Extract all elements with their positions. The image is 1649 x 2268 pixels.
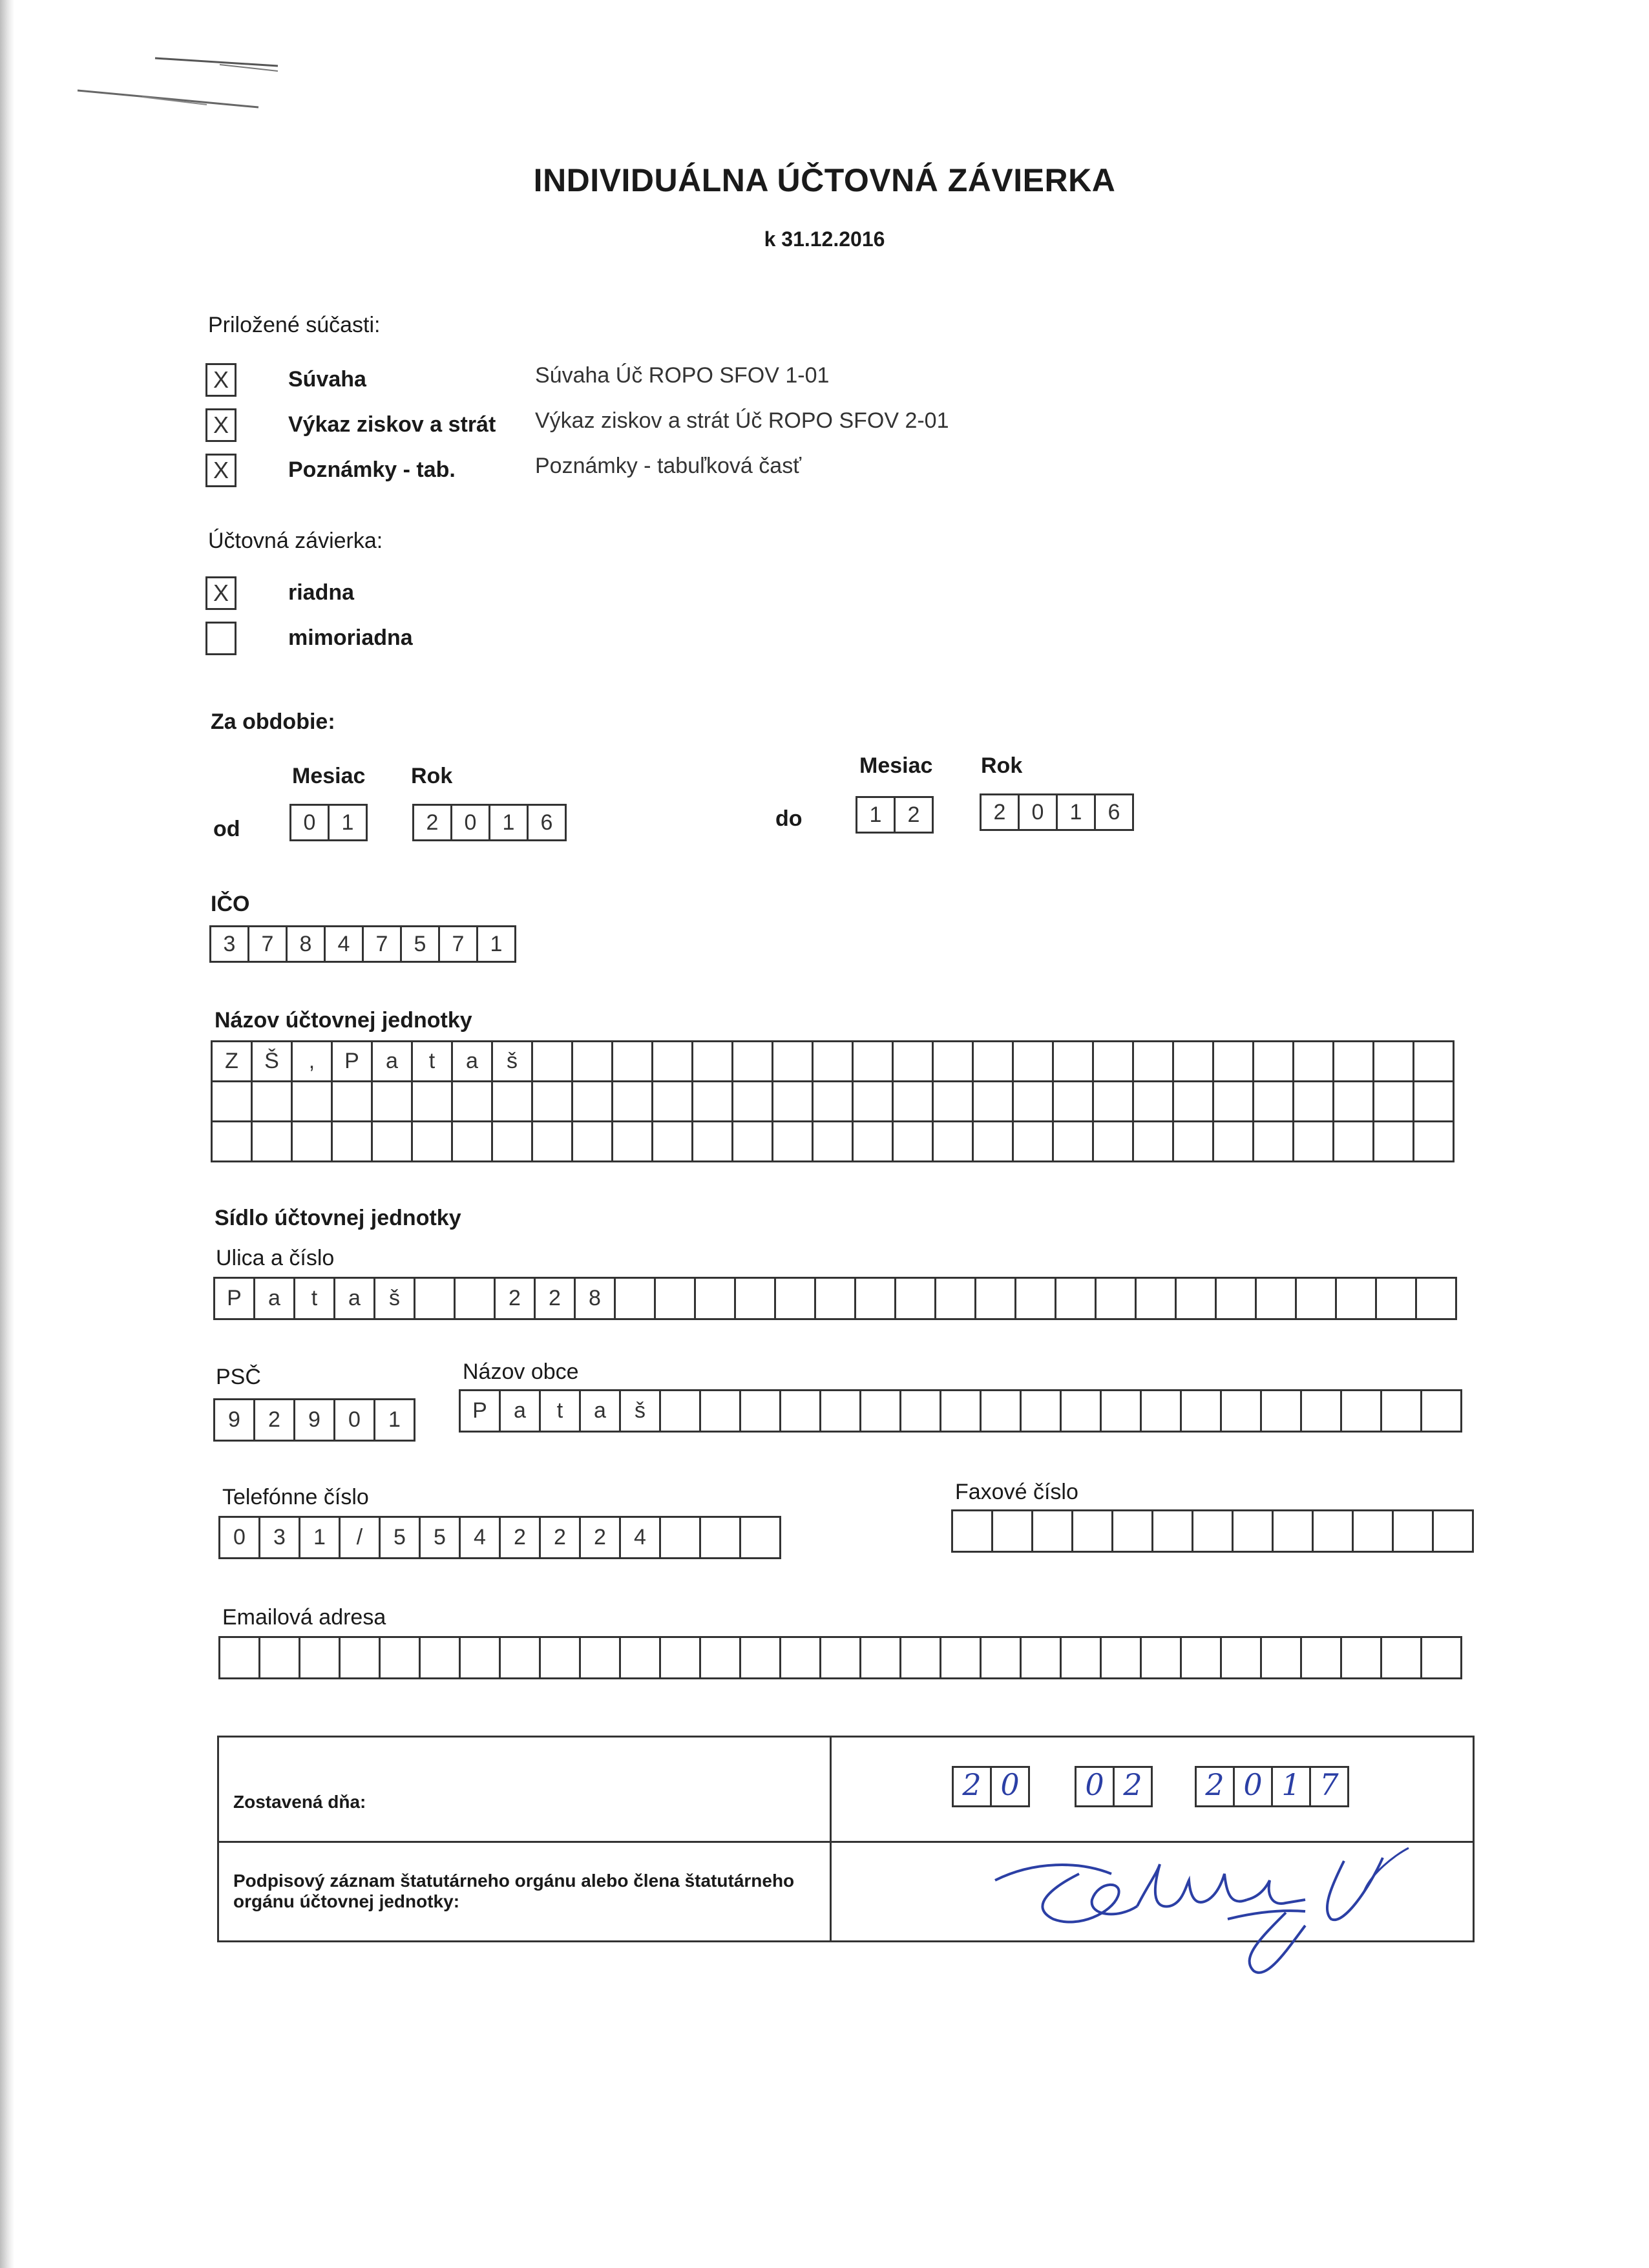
entity-name-cell[interactable]: [653, 1042, 693, 1082]
entity-name-cell[interactable]: [814, 1042, 854, 1082]
scan-edge: [0, 0, 14, 2268]
city-cell[interactable]: [821, 1391, 861, 1433]
entity-name-cell[interactable]: [1094, 1042, 1134, 1082]
ico-digit[interactable]: 8: [286, 925, 326, 963]
fax-cell[interactable]: [1033, 1511, 1073, 1553]
phone-cell[interactable]: /: [341, 1518, 381, 1559]
entity-name-cell[interactable]: [1374, 1042, 1414, 1082]
street-grid: [213, 1277, 1457, 1320]
checkbox-riadna[interactable]: X: [205, 576, 236, 610]
phone-cell[interactable]: 3: [260, 1518, 300, 1559]
phone-grid: [218, 1516, 781, 1559]
fax-cell[interactable]: [993, 1511, 1033, 1553]
from-month-cell[interactable]: 0: [289, 804, 330, 841]
period-heading: Za obdobie:: [211, 709, 335, 734]
fax-cell[interactable]: [1234, 1511, 1274, 1553]
entity-name-cell[interactable]: [533, 1042, 573, 1082]
entity-name-cell[interactable]: [974, 1122, 1014, 1162]
from-year-label: Rok: [411, 764, 453, 788]
entity-name-cell[interactable]: [1094, 1082, 1134, 1122]
from-year-cell[interactable]: 0: [450, 804, 490, 841]
psc-cell[interactable]: 2: [255, 1400, 295, 1442]
psc-cell[interactable]: 9: [295, 1400, 335, 1442]
fax-cell[interactable]: [1394, 1511, 1434, 1553]
entity-name-cell[interactable]: [773, 1122, 814, 1162]
email-grid: [218, 1636, 1462, 1679]
reporting-date: k 31.12.2016: [764, 227, 885, 251]
phone-cell[interactable]: 2: [541, 1518, 581, 1559]
phone-cell[interactable]: 1: [300, 1518, 341, 1559]
street-cell[interactable]: [1257, 1279, 1297, 1320]
to-year-cell[interactable]: 1: [1056, 793, 1096, 831]
phone-cell[interactable]: 4: [461, 1518, 501, 1559]
entity-name-cell[interactable]: [293, 1122, 333, 1162]
entity-name-cell[interactable]: [413, 1122, 453, 1162]
city-cell[interactable]: [661, 1391, 701, 1433]
street-cell[interactable]: a: [335, 1279, 375, 1320]
street-cell[interactable]: 8: [576, 1279, 616, 1320]
email-cell[interactable]: [1342, 1638, 1382, 1679]
entity-name-cell[interactable]: [1334, 1082, 1374, 1122]
entity-name-cell[interactable]: Š: [253, 1042, 293, 1082]
signature-label: Podpisový záznam štatutárneho orgánu alebo člena štatutárneho orgánu účtovnej jednotky:: [233, 1871, 795, 1911]
to-year-cell[interactable]: 0: [1018, 793, 1058, 831]
street-cell[interactable]: [1177, 1279, 1217, 1320]
entity-name-cell[interactable]: [453, 1122, 493, 1162]
fax-cell[interactable]: [1113, 1511, 1153, 1553]
street-cell[interactable]: [856, 1279, 896, 1320]
email-cell[interactable]: [701, 1638, 741, 1679]
compiled-year-digit[interactable]: 7: [1309, 1766, 1349, 1807]
entity-name-cell[interactable]: [573, 1082, 613, 1122]
to-year-label: Rok: [981, 753, 1023, 778]
email-cell[interactable]: [220, 1638, 260, 1679]
entity-name-cell[interactable]: [894, 1122, 934, 1162]
handwritten-signature: [982, 1835, 1460, 1984]
checkbox-poznamky[interactable]: X: [205, 454, 236, 487]
phone-cell[interactable]: 5: [381, 1518, 421, 1559]
entity-name-cell[interactable]: [1134, 1042, 1174, 1082]
phone-cell[interactable]: 4: [621, 1518, 661, 1559]
entity-name-cell[interactable]: [773, 1042, 814, 1082]
ico-digit[interactable]: 7: [362, 925, 402, 963]
to-month-cell[interactable]: 2: [894, 796, 934, 834]
entity-name-cell[interactable]: a: [373, 1042, 413, 1082]
phone-cell[interactable]: 2: [501, 1518, 541, 1559]
to-year-cells: [980, 793, 1134, 831]
street-cell[interactable]: [1377, 1279, 1417, 1320]
entity-name-cell[interactable]: [733, 1042, 773, 1082]
entity-name-cell[interactable]: P: [333, 1042, 373, 1082]
entity-name-cell[interactable]: [773, 1082, 814, 1122]
email-cell[interactable]: [341, 1638, 381, 1679]
entity-name-cell[interactable]: [1134, 1082, 1174, 1122]
phone-cell[interactable]: 0: [220, 1518, 260, 1559]
city-cell[interactable]: [1102, 1391, 1142, 1433]
entity-name-cell[interactable]: [693, 1122, 733, 1162]
ico-digit[interactable]: 7: [438, 925, 478, 963]
psc-label: PSČ: [216, 1365, 261, 1389]
to-month-label: Mesiac: [859, 753, 933, 778]
street-cell[interactable]: [656, 1279, 696, 1320]
compiled-month-cells: [1075, 1766, 1153, 1807]
street-cell[interactable]: [816, 1279, 856, 1320]
entity-name-cell[interactable]: [1054, 1082, 1094, 1122]
entity-name-cell[interactable]: [1174, 1042, 1214, 1082]
email-cell[interactable]: [1302, 1638, 1342, 1679]
email-cell[interactable]: [300, 1638, 341, 1679]
fax-cell[interactable]: [1314, 1511, 1354, 1553]
email-cell[interactable]: [1102, 1638, 1142, 1679]
city-cell[interactable]: [1062, 1391, 1102, 1433]
entity-name-cell[interactable]: [1094, 1122, 1134, 1162]
entity-name-cell[interactable]: [613, 1082, 653, 1122]
entity-name-cell[interactable]: [653, 1122, 693, 1162]
label-mimoriadna: mimoriadna: [288, 625, 413, 650]
psc-cell[interactable]: 1: [375, 1400, 415, 1442]
ico-digit[interactable]: 7: [247, 925, 288, 963]
entity-name-cell[interactable]: [573, 1122, 613, 1162]
psc-cell[interactable]: 9: [215, 1400, 255, 1442]
entity-name-cell[interactable]: [333, 1082, 373, 1122]
street-cell[interactable]: [936, 1279, 976, 1320]
entity-name-cell[interactable]: [1294, 1042, 1334, 1082]
ico-label: IČO: [211, 892, 250, 916]
entity-name-cell[interactable]: [1014, 1122, 1054, 1162]
desc-suvaha: Súvaha Úč ROPO SFOV 1-01: [535, 363, 830, 388]
email-cell[interactable]: [1222, 1638, 1262, 1679]
entity-name-cell[interactable]: [1414, 1042, 1455, 1082]
entity-name-cell[interactable]: [1254, 1042, 1294, 1082]
city-cell[interactable]: a: [501, 1391, 541, 1433]
entity-name-cell[interactable]: [373, 1122, 413, 1162]
city-cell[interactable]: [901, 1391, 941, 1433]
fax-cell[interactable]: [1354, 1511, 1394, 1553]
compiled-year-digit[interactable]: 2: [1195, 1766, 1235, 1807]
email-cell[interactable]: [260, 1638, 300, 1679]
email-cell[interactable]: [1062, 1638, 1102, 1679]
entity-name-cell[interactable]: [854, 1042, 894, 1082]
entity-name-cell[interactable]: [1054, 1122, 1094, 1162]
city-cell[interactable]: a: [581, 1391, 621, 1433]
entity-name-cell[interactable]: [1334, 1122, 1374, 1162]
label-poznamky: Poznámky - tab.: [288, 457, 456, 482]
compiled-month-digit[interactable]: 2: [1113, 1766, 1153, 1807]
city-cell[interactable]: P: [461, 1391, 501, 1433]
entity-name-cell[interactable]: [1174, 1082, 1214, 1122]
closing-heading: Účtovná závierka:: [208, 529, 383, 553]
entity-name-cell[interactable]: [253, 1122, 293, 1162]
from-month-cells: [289, 804, 368, 841]
email-cell[interactable]: [421, 1638, 461, 1679]
entity-name-cell[interactable]: Z: [213, 1042, 253, 1082]
attachments-heading: Priložené súčasti:: [208, 313, 381, 337]
email-cell[interactable]: [661, 1638, 701, 1679]
to-year-cell[interactable]: 2: [980, 793, 1020, 831]
street-cell[interactable]: [1297, 1279, 1337, 1320]
entity-name-cell[interactable]: [613, 1042, 653, 1082]
entity-name-cell[interactable]: [1214, 1122, 1254, 1162]
fax-grid: [951, 1509, 1474, 1553]
entity-name-grid: [211, 1040, 1455, 1162]
compiled-year-cells: [1195, 1766, 1349, 1807]
entity-name-cell[interactable]: [253, 1082, 293, 1122]
city-cell[interactable]: t: [541, 1391, 581, 1433]
fax-label: Faxové číslo: [955, 1480, 1078, 1504]
compiled-month-digit[interactable]: 0: [1075, 1766, 1115, 1807]
entity-name-cell[interactable]: [854, 1082, 894, 1122]
entity-name-cell[interactable]: [814, 1122, 854, 1162]
psc-grid: [213, 1398, 415, 1442]
street-cell[interactable]: [456, 1279, 496, 1320]
street-cell[interactable]: [1337, 1279, 1377, 1320]
ico-digit[interactable]: 4: [324, 925, 364, 963]
street-cell[interactable]: [1016, 1279, 1056, 1320]
to-month-cell[interactable]: 1: [856, 796, 896, 834]
entity-name-cell[interactable]: [854, 1122, 894, 1162]
street-cell[interactable]: š: [375, 1279, 415, 1320]
entity-name-cell[interactable]: [493, 1122, 533, 1162]
city-cell[interactable]: [1142, 1391, 1182, 1433]
entity-name-cell[interactable]: [533, 1082, 573, 1122]
fax-cell[interactable]: [1153, 1511, 1193, 1553]
entity-name-cell[interactable]: [974, 1082, 1014, 1122]
entity-name-cell[interactable]: [693, 1042, 733, 1082]
entity-name-cell[interactable]: [733, 1082, 773, 1122]
phone-cell[interactable]: [701, 1518, 741, 1559]
entity-name-cell[interactable]: [1014, 1042, 1054, 1082]
city-label: Názov obce: [463, 1360, 579, 1384]
email-cell[interactable]: [941, 1638, 982, 1679]
street-cell[interactable]: [736, 1279, 776, 1320]
entity-name-cell[interactable]: [1254, 1082, 1294, 1122]
entity-name-cell[interactable]: [1414, 1122, 1455, 1162]
phone-cell[interactable]: [661, 1518, 701, 1559]
entity-name-cell[interactable]: [213, 1082, 253, 1122]
ico-digit[interactable]: 1: [476, 925, 516, 963]
email-cell[interactable]: [861, 1638, 901, 1679]
from-year-cell[interactable]: 2: [412, 804, 452, 841]
city-cell[interactable]: [701, 1391, 741, 1433]
entity-name-cell[interactable]: [1174, 1122, 1214, 1162]
street-cell[interactable]: [616, 1279, 656, 1320]
entity-name-cell[interactable]: [1294, 1122, 1334, 1162]
entity-name-cell[interactable]: [653, 1082, 693, 1122]
entity-name-cell[interactable]: [693, 1082, 733, 1122]
checkbox-mimoriadna[interactable]: [205, 622, 236, 655]
email-cell[interactable]: [821, 1638, 861, 1679]
entity-name-cell[interactable]: [413, 1082, 453, 1122]
entity-name-cell[interactable]: [1414, 1082, 1455, 1122]
phone-cell[interactable]: 5: [421, 1518, 461, 1559]
street-cell[interactable]: [1217, 1279, 1257, 1320]
email-cell[interactable]: [581, 1638, 621, 1679]
from-label: od: [213, 817, 240, 841]
email-cell[interactable]: [901, 1638, 941, 1679]
entity-name-cell[interactable]: [533, 1122, 573, 1162]
entity-name-cell[interactable]: [493, 1082, 533, 1122]
city-cell[interactable]: š: [621, 1391, 661, 1433]
checkbox-vykaz[interactable]: X: [205, 408, 236, 442]
checkbox-suvaha[interactable]: X: [205, 363, 236, 397]
street-cell[interactable]: a: [255, 1279, 295, 1320]
entity-name-label: Názov účtovnej jednotky: [215, 1008, 472, 1033]
to-year-cell[interactable]: 6: [1094, 793, 1134, 831]
entity-name-cell[interactable]: [974, 1042, 1014, 1082]
entity-name-cell[interactable]: [1214, 1082, 1254, 1122]
to-month-cells: [856, 796, 934, 834]
entity-name-cell[interactable]: [453, 1082, 493, 1122]
email-cell[interactable]: [1142, 1638, 1182, 1679]
street-cell[interactable]: 2: [496, 1279, 536, 1320]
city-grid: [459, 1389, 1462, 1433]
label-suvaha: Súvaha: [288, 367, 366, 392]
city-cell[interactable]: [1342, 1391, 1382, 1433]
entity-name-cell[interactable]: [1374, 1082, 1414, 1122]
document-title: INDIVIDUÁLNA ÚČTOVNÁ ZÁVIERKA: [533, 162, 1116, 198]
entity-name-cell[interactable]: [934, 1082, 974, 1122]
email-cell[interactable]: [501, 1638, 541, 1679]
email-cell[interactable]: [461, 1638, 501, 1679]
city-cell[interactable]: [982, 1391, 1022, 1433]
city-cell[interactable]: [1382, 1391, 1422, 1433]
ico-digit[interactable]: 5: [400, 925, 440, 963]
email-cell[interactable]: [541, 1638, 581, 1679]
city-cell[interactable]: [941, 1391, 982, 1433]
entity-name-cell[interactable]: [1214, 1042, 1254, 1082]
compiled-year-digit[interactable]: 1: [1271, 1766, 1311, 1807]
entity-name-cell[interactable]: ,: [293, 1042, 333, 1082]
city-cell[interactable]: [1422, 1391, 1462, 1433]
from-year-cell[interactable]: 1: [488, 804, 529, 841]
email-cell[interactable]: [1022, 1638, 1062, 1679]
entity-name-cell[interactable]: a: [453, 1042, 493, 1082]
entity-name-cell[interactable]: [934, 1042, 974, 1082]
entity-name-cell[interactable]: [373, 1082, 413, 1122]
street-cell[interactable]: [1137, 1279, 1177, 1320]
scan-artifact-scribble: [65, 26, 297, 116]
email-cell[interactable]: [1262, 1638, 1302, 1679]
ico-cells: [209, 925, 516, 963]
fax-cell[interactable]: [1193, 1511, 1234, 1553]
street-cell[interactable]: [976, 1279, 1016, 1320]
entity-name-cell[interactable]: [1294, 1082, 1334, 1122]
fax-cell[interactable]: [1274, 1511, 1314, 1553]
city-cell[interactable]: [781, 1391, 821, 1433]
entity-name-cell[interactable]: š: [493, 1042, 533, 1082]
compiled-day-digit[interactable]: 2: [952, 1766, 992, 1807]
desc-poznamky: Poznámky - tabuľková časť: [535, 454, 801, 478]
phone-label: Telefónne číslo: [222, 1485, 369, 1509]
phone-cell[interactable]: 2: [581, 1518, 621, 1559]
psc-cell[interactable]: 0: [335, 1400, 375, 1442]
email-label: Emailová adresa: [222, 1605, 386, 1630]
street-cell[interactable]: [776, 1279, 816, 1320]
from-month-cell[interactable]: 1: [328, 804, 368, 841]
entity-name-cell[interactable]: [934, 1122, 974, 1162]
desc-vykaz: Výkaz ziskov a strát Úč ROPO SFOV 2-01: [535, 408, 949, 433]
entity-name-cell[interactable]: [573, 1042, 613, 1082]
fax-cell[interactable]: [953, 1511, 993, 1553]
street-cell[interactable]: [696, 1279, 736, 1320]
entity-name-cell[interactable]: [894, 1042, 934, 1082]
address-heading: Sídlo účtovnej jednotky: [215, 1206, 461, 1230]
email-cell[interactable]: [621, 1638, 661, 1679]
city-cell[interactable]: [1022, 1391, 1062, 1433]
from-year-cells: [412, 804, 567, 841]
from-year-cell[interactable]: 6: [527, 804, 567, 841]
entity-name-cell[interactable]: [1254, 1122, 1294, 1162]
phone-cell[interactable]: [741, 1518, 781, 1559]
compiled-day-cells: [952, 1766, 1030, 1807]
email-cell[interactable]: [381, 1638, 421, 1679]
table-divider-vertical: [830, 1738, 832, 1940]
email-cell[interactable]: [982, 1638, 1022, 1679]
email-cell[interactable]: [1422, 1638, 1462, 1679]
street-cell[interactable]: [1097, 1279, 1137, 1320]
city-cell[interactable]: [1222, 1391, 1262, 1433]
city-cell[interactable]: [1302, 1391, 1342, 1433]
email-cell[interactable]: [741, 1638, 781, 1679]
email-cell[interactable]: [781, 1638, 821, 1679]
entity-name-cell[interactable]: [1014, 1082, 1054, 1122]
label-vykaz: Výkaz ziskov a strát: [288, 412, 496, 437]
fax-cell[interactable]: [1073, 1511, 1113, 1553]
street-cell[interactable]: t: [295, 1279, 335, 1320]
compiled-year-digit[interactable]: 0: [1233, 1766, 1273, 1807]
label-riadna: riadna: [288, 580, 355, 605]
entity-name-cell[interactable]: [814, 1082, 854, 1122]
entity-name-cell[interactable]: [1334, 1042, 1374, 1082]
street-cell[interactable]: [1056, 1279, 1097, 1320]
entity-name-cell[interactable]: [1054, 1042, 1094, 1082]
street-cell[interactable]: [415, 1279, 456, 1320]
entity-name-cell[interactable]: [213, 1122, 253, 1162]
entity-name-cell[interactable]: [1374, 1122, 1414, 1162]
compiled-day-digit[interactable]: 0: [990, 1766, 1030, 1807]
entity-name-cell[interactable]: [1134, 1122, 1174, 1162]
entity-name-cell[interactable]: t: [413, 1042, 453, 1082]
ico-digit[interactable]: 3: [209, 925, 249, 963]
city-cell[interactable]: [1262, 1391, 1302, 1433]
street-cell[interactable]: P: [215, 1279, 255, 1320]
street-cell[interactable]: 2: [536, 1279, 576, 1320]
entity-name-cell[interactable]: [894, 1082, 934, 1122]
email-cell[interactable]: [1382, 1638, 1422, 1679]
street-cell[interactable]: [1417, 1279, 1457, 1320]
street-cell[interactable]: [896, 1279, 936, 1320]
to-label: do: [775, 806, 803, 831]
entity-name-cell[interactable]: [293, 1082, 333, 1122]
compiled-label: Zostavená dňa:: [233, 1792, 366, 1812]
fax-cell[interactable]: [1434, 1511, 1474, 1553]
street-label: Ulica a číslo: [216, 1246, 335, 1270]
entity-name-cell[interactable]: [733, 1122, 773, 1162]
email-cell[interactable]: [1182, 1638, 1222, 1679]
from-month-label: Mesiac: [292, 764, 366, 788]
city-cell[interactable]: [741, 1391, 781, 1433]
entity-name-cell[interactable]: [613, 1122, 653, 1162]
city-cell[interactable]: [1182, 1391, 1222, 1433]
city-cell[interactable]: [861, 1391, 901, 1433]
entity-name-cell[interactable]: [333, 1122, 373, 1162]
